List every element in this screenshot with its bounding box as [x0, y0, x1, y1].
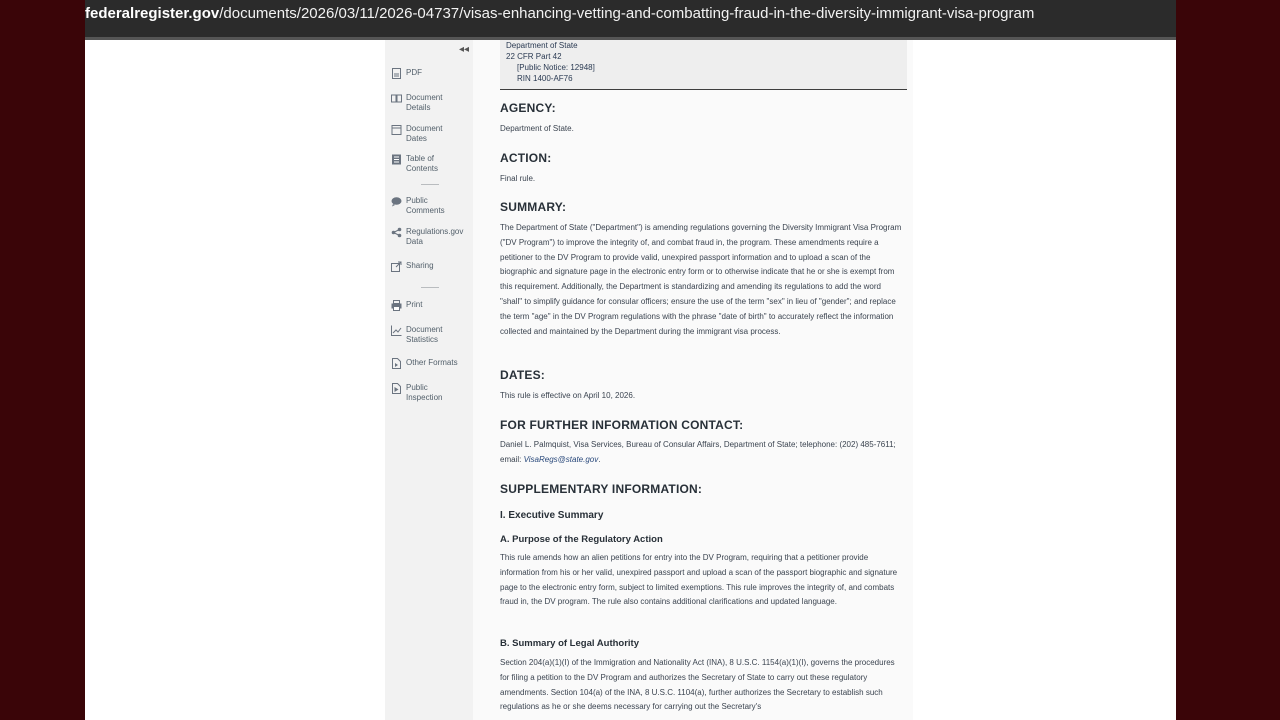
contact-body: Daniel L. Palmquist, Visa Services, Bureau of Consular Affairs, Department of State; telephone: (202) 485-7611; email:: [500, 440, 896, 464]
legal-authority-text: Section 204(a)(1)(I) of the Immigration and Nationality Act (INA), 8 U.S.C. 1154(a)(1)(I), governs the procedures for filing a petition to the DV Program and authorizes the Secretary of State to carry out these regulatory amendments. Section 104(a) of the INA, 8 U.S.C. 1104(a), further authorizes the Secretary to establish such regulations as he or she deems necessary for carrying out the Secretary's: [500, 658, 895, 712]
summary-text: The Department of State ("Department") is amending regulations governing the Diversity Immigrant Visa Program ("DV Program") to improve the integrity of, and combat fraud in, the program. These amendments require a petitioner to the DV Program to provide valid, unexpired passport information and to upload a scan of the biographic and signature page in the electronic entry form or to otherwise indicate that he or she is exempt from this requirement. Additionally, the Department is standardizing and amending its regulations to add the word "shall" to simplify guidance for consular officers; ensure the use of the term "sex" in lieu of "gender"; and replace the term "age" in the DV Program regulations with the phrase "date of birth" to accurately reflect the information collected and maintained by the Department during the immigrant visa process.: [500, 223, 902, 336]
sidebar-divider: [421, 184, 439, 185]
sidebar-item-label: Public Inspection: [406, 383, 443, 402]
book-icon: [391, 93, 402, 104]
header-notice: [Public Notice: 12948]: [517, 63, 595, 72]
legal-authority-heading: B. Summary of Legal Authority: [500, 638, 639, 649]
purpose-text: This rule amends how an alien petitions for entry into the DV Program, requiring that a petitioner provide information from his or her valid, unexpired passport and upload a scan of the passport biographic and signature page to the electronic entry form, subject to limited exemptions. This rule improves the integrity of, and combats fraud in, the DV program. The rule also contains additional clarifications and updated language.: [500, 553, 898, 607]
sidebar-item-label: Other Formats: [406, 358, 458, 367]
chart-icon: [391, 325, 402, 336]
address-bar[interactable]: [85, 0, 1176, 37]
sidebar-item-label: Regulations.gov Data: [406, 227, 464, 246]
comment-icon: [391, 196, 402, 207]
contact-end: .: [598, 454, 601, 464]
sidebar-item-label: Table of Contents: [406, 154, 439, 173]
sidebar-item-label: Document Details: [406, 93, 443, 112]
calendar-icon: [391, 124, 402, 135]
action-text: Final rule.: [500, 174, 536, 183]
window-frame-right: [1176, 0, 1280, 720]
sidebar-item-sharing[interactable]: [391, 261, 434, 272]
sidebar-item-public-inspection[interactable]: [391, 383, 456, 402]
sidebar-item-public-comments[interactable]: [391, 196, 456, 215]
header-cfr: 22 CFR Part 42: [506, 52, 562, 61]
purpose-heading: A. Purpose of the Regulatory Action: [500, 534, 663, 545]
agency-heading: AGENCY:: [500, 101, 556, 115]
agency-text: Department of State.: [500, 124, 574, 133]
external-icon: [391, 261, 402, 272]
inspection-icon: [391, 383, 402, 394]
sidebar-item-other-formats[interactable]: [391, 358, 468, 369]
document-header-box: [500, 40, 907, 90]
action-heading: ACTION:: [500, 151, 552, 165]
contact-email-link[interactable]: VisaRegs@state.gov: [523, 454, 599, 464]
sidebar-item-document-details[interactable]: [391, 93, 456, 112]
sidebar-item-label: Document Dates: [406, 124, 443, 143]
dates-text: This rule is effective on April 10, 2026.: [500, 391, 636, 400]
sidebar-item-table-of-contents[interactable]: [391, 154, 451, 173]
share-icon: [391, 227, 402, 238]
window-frame-left: [0, 0, 85, 720]
sidebar-item-label: Sharing: [406, 261, 434, 270]
sidebar-item-pdf[interactable]: [391, 68, 422, 79]
pdf-icon: [391, 68, 402, 79]
file-icon: [391, 358, 402, 369]
sidebar-item-label: Document Statistics: [406, 325, 443, 344]
sidebar-divider: [421, 287, 439, 288]
sidebar-item-print[interactable]: [391, 300, 422, 311]
executive-summary-heading: I. Executive Summary: [500, 510, 604, 521]
header-agency: Department of State: [506, 41, 578, 50]
header-rin: RIN 1400-AF76: [517, 74, 573, 83]
sidebar-item-document-statistics[interactable]: [391, 325, 456, 344]
url-host: federalregister.gov: [85, 5, 220, 22]
sidebar-item-label: Public Comments: [406, 196, 445, 215]
sidebar-item-label: PDF: [406, 68, 422, 77]
summary-heading: SUMMARY:: [500, 200, 567, 214]
url-path: /documents/2026/03/11/2026-04737/visas-enhancing-vetting-and-combatting-fraud-in-the-diversity-immigrant-visa-program: [219, 5, 1035, 22]
list-icon: [391, 154, 402, 165]
collapse-sidebar-icon[interactable]: ◂◂: [459, 44, 470, 55]
contact-text: [500, 438, 905, 468]
sidebar-item-document-dates[interactable]: [391, 124, 456, 143]
dates-heading: DATES:: [500, 368, 545, 382]
sidebar-item-regulations-gov-data[interactable]: [391, 227, 468, 246]
sidebar-item-label: Print: [406, 300, 423, 309]
print-icon: [391, 300, 402, 311]
contact-heading: FOR FURTHER INFORMATION CONTACT:: [500, 418, 744, 432]
supplementary-heading: SUPPLEMENTARY INFORMATION:: [500, 482, 703, 496]
